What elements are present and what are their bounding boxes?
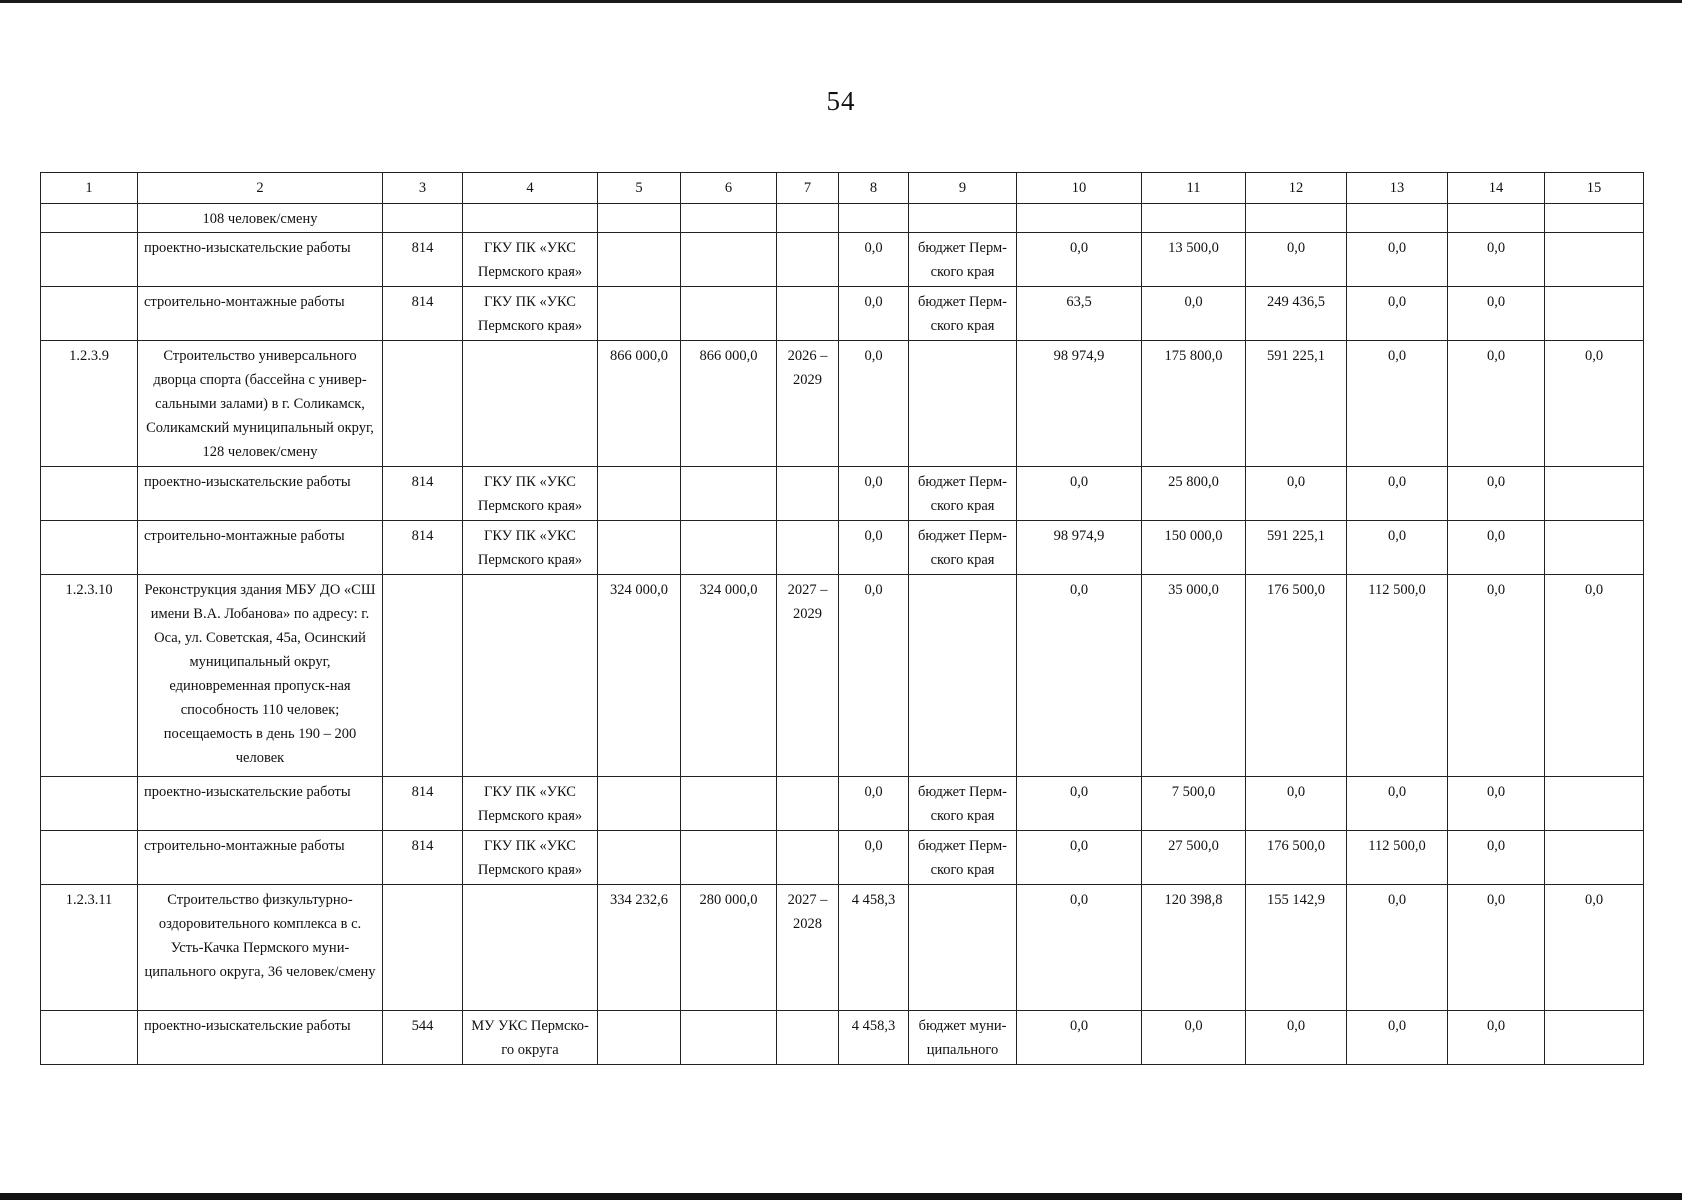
column-header-14: 14: [1448, 173, 1545, 204]
table-cell-col-12: 0,0: [1246, 1011, 1347, 1065]
table-cell-col-1: [41, 287, 138, 341]
table-cell-col-7: 2026 – 2029: [777, 341, 839, 467]
table-cell-col-8: 0,0: [839, 575, 909, 777]
table-cell-col-8: 0,0: [839, 233, 909, 287]
table-row-item: [41, 885, 1644, 1011]
table-cell-col-2: строительно-монтажные работы: [138, 287, 383, 341]
table-cell-col-8: [839, 204, 909, 233]
table-cell-col-8: 0,0: [839, 467, 909, 521]
table-cell-col-14: 0,0: [1448, 1011, 1545, 1065]
table-row: [41, 1011, 1644, 1065]
table-cell-col-5: 866 000,0: [598, 341, 681, 467]
table-cell-col-2: Строительство физкультурно-оздоровительного комплекса в с. Усть-Качка Пермского муни-ципального округа, 36 человек/смену: [138, 885, 383, 1011]
table-cell-col-3: 544: [383, 1011, 463, 1065]
table-cell-col-14: 0,0: [1448, 521, 1545, 575]
table-cell-col-8: 0,0: [839, 287, 909, 341]
table-cell-col-11: 7 500,0: [1142, 777, 1246, 831]
table-cell-col-5: [598, 233, 681, 287]
table-cell-col-9: бюджет муни-ципального: [909, 1011, 1017, 1065]
table-cell-col-13: [1347, 204, 1448, 233]
table-cell-col-7: [777, 831, 839, 885]
budget-table: [40, 172, 1644, 1065]
table-cell-col-5: [598, 1011, 681, 1065]
table-cell-col-4: [463, 341, 598, 467]
table-cell-col-13: 0,0: [1347, 777, 1448, 831]
table-cell-col-7: 2027 – 2029: [777, 575, 839, 777]
table-cell-col-9: [909, 885, 1017, 1011]
table-cell-col-14: 0,0: [1448, 341, 1545, 467]
column-header-3: 3: [383, 173, 463, 204]
table-cell-col-2: проектно-изыскательские работы: [138, 777, 383, 831]
table-cell-col-1: [41, 1011, 138, 1065]
table-cell-col-12: 249 436,5: [1246, 287, 1347, 341]
table-cell-col-3: 814: [383, 831, 463, 885]
table-cell-col-11: 175 800,0: [1142, 341, 1246, 467]
table-cell-col-5: [598, 831, 681, 885]
table-cell-col-3: 814: [383, 233, 463, 287]
table-cell-col-3: [383, 341, 463, 467]
table-cell-col-10: 0,0: [1017, 233, 1142, 287]
table-cell-col-14: 0,0: [1448, 885, 1545, 1011]
table-cell-col-2: проектно-изыскательские работы: [138, 467, 383, 521]
table-cell-col-13: 0,0: [1347, 467, 1448, 521]
column-header-15: 15: [1545, 173, 1644, 204]
column-header-13: 13: [1347, 173, 1448, 204]
table-cell-col-4: ГКУ ПК «УКС Пермского края»: [463, 467, 598, 521]
table-cell-col-8: 0,0: [839, 341, 909, 467]
bottom-scan-border: [0, 1193, 1682, 1200]
table-cell-col-3: [383, 575, 463, 777]
table-cell-col-11: 150 000,0: [1142, 521, 1246, 575]
table-cell-col-3: [383, 204, 463, 233]
table-cell-col-6: [681, 521, 777, 575]
table-cell-col-5: 324 000,0: [598, 575, 681, 777]
table-cell-col-10: 0,0: [1017, 575, 1142, 777]
table-cell-col-11: 25 800,0: [1142, 467, 1246, 521]
table-cell-col-7: [777, 777, 839, 831]
table-cell-col-10: 0,0: [1017, 885, 1142, 1011]
table-cell-col-9: бюджет Перм-ского края: [909, 233, 1017, 287]
table-cell-col-13: 112 500,0: [1347, 575, 1448, 777]
table-cell-col-2: проектно-изыскательские работы: [138, 233, 383, 287]
table-cell-col-6: 324 000,0: [681, 575, 777, 777]
table-cell-col-4: [463, 575, 598, 777]
table-cell-col-12: 176 500,0: [1246, 575, 1347, 777]
table-cell-col-12: 176 500,0: [1246, 831, 1347, 885]
table-cell-col-15: 0,0: [1545, 885, 1644, 1011]
table-cell-col-5: [598, 204, 681, 233]
table-cell-col-2: проектно-изыскательские работы: [138, 1011, 383, 1065]
table-cell-col-5: [598, 467, 681, 521]
table-cell-col-7: [777, 287, 839, 341]
table-cell-col-6: [681, 204, 777, 233]
table-cell-col-6: [681, 777, 777, 831]
table-cell-col-9: [909, 575, 1017, 777]
table-row: [41, 521, 1644, 575]
table-cell-col-1: 1.2.3.10: [41, 575, 138, 777]
table-cell-col-2: Строительство универсального дворца спорта (бассейна с универ-сальными залами) в г. Соликамск, Соликамский муниципальный округ, 128 человек/смену: [138, 341, 383, 467]
table-cell-col-1: [41, 521, 138, 575]
table-cell-col-12: 0,0: [1246, 467, 1347, 521]
table-cell-col-7: [777, 1011, 839, 1065]
table-cell-col-5: [598, 521, 681, 575]
table-row: [41, 233, 1644, 287]
table-cell-col-8: 0,0: [839, 831, 909, 885]
table-cell-col-8: 4 458,3: [839, 1011, 909, 1065]
table-cell-col-10: [1017, 204, 1142, 233]
table-cell-col-14: [1448, 204, 1545, 233]
table-cell-col-10: 0,0: [1017, 467, 1142, 521]
column-header-10: 10: [1017, 173, 1142, 204]
table-cell-col-8: 4 458,3: [839, 885, 909, 1011]
table-cell-col-13: 0,0: [1347, 521, 1448, 575]
table-cell-col-9: бюджет Перм-ского края: [909, 521, 1017, 575]
table-cell-col-6: 280 000,0: [681, 885, 777, 1011]
table-cell-col-4: ГКУ ПК «УКС Пермского края»: [463, 521, 598, 575]
table-row: [41, 204, 1644, 233]
table-cell-col-15: [1545, 287, 1644, 341]
table-cell-col-7: 2027 – 2028: [777, 885, 839, 1011]
table-cell-col-8: 0,0: [839, 521, 909, 575]
column-header-2: 2: [138, 173, 383, 204]
table-cell-col-11: 120 398,8: [1142, 885, 1246, 1011]
top-scan-border: [0, 0, 1682, 3]
table-cell-col-14: 0,0: [1448, 233, 1545, 287]
table-cell-col-14: 0,0: [1448, 777, 1545, 831]
table-cell-col-1: [41, 204, 138, 233]
table-cell-col-1: [41, 777, 138, 831]
table-cell-col-10: 0,0: [1017, 777, 1142, 831]
table-cell-col-1: 1.2.3.9: [41, 341, 138, 467]
table-cell-col-8: 0,0: [839, 777, 909, 831]
table-row: [41, 287, 1644, 341]
table-cell-col-7: [777, 233, 839, 287]
table-cell-col-15: [1545, 1011, 1644, 1065]
table-cell-col-10: 0,0: [1017, 831, 1142, 885]
table-cell-col-6: [681, 467, 777, 521]
table-cell-col-10: 0,0: [1017, 1011, 1142, 1065]
table-row-item: [41, 341, 1644, 467]
column-header-5: 5: [598, 173, 681, 204]
column-header-11: 11: [1142, 173, 1246, 204]
table-cell-col-14: 0,0: [1448, 575, 1545, 777]
table-cell-col-1: [41, 233, 138, 287]
table-cell-col-1: 1.2.3.11: [41, 885, 138, 1011]
table-cell-col-6: 866 000,0: [681, 341, 777, 467]
table-cell-col-15: [1545, 521, 1644, 575]
table-cell-col-9: [909, 341, 1017, 467]
table-cell-col-9: бюджет Перм-ского края: [909, 777, 1017, 831]
table-cell-col-10: 98 974,9: [1017, 341, 1142, 467]
table-cell-col-2: строительно-монтажные работы: [138, 521, 383, 575]
table-cell-col-12: 0,0: [1246, 777, 1347, 831]
table-cell-col-10: 98 974,9: [1017, 521, 1142, 575]
table-cell-col-2: Реконструкция здания МБУ ДО «СШ имени В.А. Лобанова» по адресу: г. Оса, ул. Советская, 45а, Осинский муниципальный округ, единовременная пропуск-ная способность 110 человек; посещаемость в день 190 – 200 человек: [138, 575, 383, 777]
table-cell-col-9: [909, 204, 1017, 233]
table-cell-col-4: ГКУ ПК «УКС Пермского края»: [463, 287, 598, 341]
table-row: [41, 831, 1644, 885]
table-cell-col-15: 0,0: [1545, 341, 1644, 467]
table-row: [41, 467, 1644, 521]
table-cell-col-7: [777, 204, 839, 233]
table-cell-col-4: ГКУ ПК «УКС Пермского края»: [463, 233, 598, 287]
table-cell-col-13: 0,0: [1347, 885, 1448, 1011]
table-cell-col-11: 27 500,0: [1142, 831, 1246, 885]
table-cell-col-15: [1545, 467, 1644, 521]
page-number: 54: [826, 86, 856, 116]
table-cell-col-13: 0,0: [1347, 233, 1448, 287]
table-cell-col-13: 0,0: [1347, 1011, 1448, 1065]
table-cell-col-14: 0,0: [1448, 467, 1545, 521]
table-cell-col-15: 0,0: [1545, 575, 1644, 777]
column-header-9: 9: [909, 173, 1017, 204]
table-cell-col-3: 814: [383, 467, 463, 521]
table-cell-col-1: [41, 467, 138, 521]
table-cell-col-6: [681, 287, 777, 341]
table-cell-col-15: [1545, 831, 1644, 885]
table-cell-col-4: ГКУ ПК «УКС Пермского края»: [463, 831, 598, 885]
table-cell-col-9: бюджет Перм-ского края: [909, 467, 1017, 521]
table-cell-col-3: 814: [383, 521, 463, 575]
table-cell-col-12: [1246, 204, 1347, 233]
table-cell-col-7: [777, 521, 839, 575]
table-cell-col-13: 0,0: [1347, 341, 1448, 467]
table-cell-col-15: [1545, 777, 1644, 831]
table-cell-col-13: 112 500,0: [1347, 831, 1448, 885]
table-cell-col-4: МУ УКС Пермско-го округа: [463, 1011, 598, 1065]
table-cell-col-5: 334 232,6: [598, 885, 681, 1011]
table-cell-col-12: 155 142,9: [1246, 885, 1347, 1011]
table-cell-col-13: 0,0: [1347, 287, 1448, 341]
column-header-8: 8: [839, 173, 909, 204]
table-cell-col-9: бюджет Перм-ского края: [909, 287, 1017, 341]
table-cell-col-3: 814: [383, 777, 463, 831]
table-cell-col-14: 0,0: [1448, 287, 1545, 341]
table-cell-col-6: [681, 233, 777, 287]
table-cell-col-9: бюджет Перм-ского края: [909, 831, 1017, 885]
table-cell-col-11: [1142, 204, 1246, 233]
table-cell-col-3: 814: [383, 287, 463, 341]
column-header-1: 1: [41, 173, 138, 204]
table-cell-col-5: [598, 777, 681, 831]
table-cell-col-10: 63,5: [1017, 287, 1142, 341]
table-cell-col-4: [463, 204, 598, 233]
table-cell-col-2: строительно-монтажные работы: [138, 831, 383, 885]
table-cell-col-12: 0,0: [1246, 233, 1347, 287]
column-header-6: 6: [681, 173, 777, 204]
table-cell-col-14: 0,0: [1448, 831, 1545, 885]
table-cell-col-12: 591 225,1: [1246, 341, 1347, 467]
table-row-item: [41, 575, 1644, 777]
table-cell-col-15: [1545, 233, 1644, 287]
table-cell-col-11: 0,0: [1142, 1011, 1246, 1065]
table-cell-col-4: ГКУ ПК «УКС Пермского края»: [463, 777, 598, 831]
table-row: [41, 777, 1644, 831]
table-cell-col-6: [681, 831, 777, 885]
table-cell-col-7: [777, 467, 839, 521]
table-cell-col-12: 591 225,1: [1246, 521, 1347, 575]
table-cell-col-11: 0,0: [1142, 287, 1246, 341]
table-cell-col-2: 108 человек/смену: [138, 204, 383, 233]
column-header-4: 4: [463, 173, 598, 204]
table-cell-col-3: [383, 885, 463, 1011]
table-cell-col-11: 13 500,0: [1142, 233, 1246, 287]
column-header-7: 7: [777, 173, 839, 204]
table-cell-col-6: [681, 1011, 777, 1065]
table-cell-col-11: 35 000,0: [1142, 575, 1246, 777]
table-cell-col-1: [41, 831, 138, 885]
table-cell-col-5: [598, 287, 681, 341]
table-cell-col-4: [463, 885, 598, 1011]
table-cell-col-15: [1545, 204, 1644, 233]
column-header-12: 12: [1246, 173, 1347, 204]
column-number-header-row: [41, 173, 1644, 204]
